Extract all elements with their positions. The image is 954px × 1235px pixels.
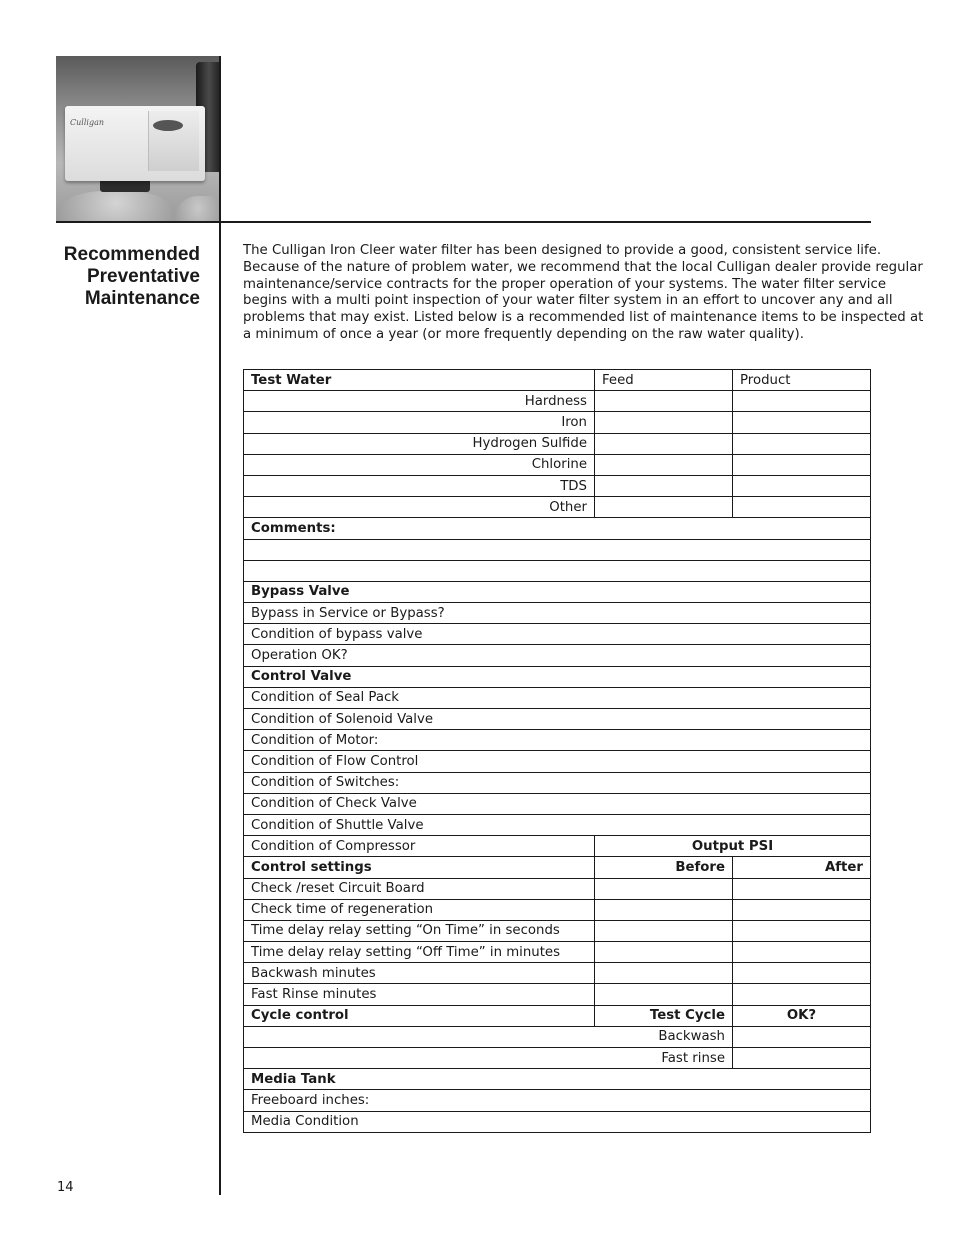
output-psi-header: Output PSI (595, 836, 871, 857)
before-field[interactable] (595, 899, 733, 920)
table-row (244, 603, 871, 624)
vertical-rule (219, 56, 221, 1195)
feed-field[interactable] (595, 433, 733, 454)
checklist-item[interactable]: Condition of Motor: (244, 730, 871, 751)
checklist-item[interactable]: Condition of Check Valve (244, 793, 871, 814)
settings-label: Fast Rinse minutes (244, 984, 595, 1005)
after-field[interactable] (733, 878, 871, 899)
cycle-label: Fast rinse (244, 1048, 733, 1069)
table-row (244, 772, 871, 793)
after-field[interactable] (733, 963, 871, 984)
feed-column-header: Feed (595, 370, 733, 391)
checklist-item[interactable]: Condition of Shuttle Valve (244, 814, 871, 835)
media-tank-header: Media Tank (244, 1069, 871, 1090)
table-row (244, 984, 871, 1005)
table-row (244, 963, 871, 984)
product-field[interactable] (733, 412, 871, 433)
table-row (244, 1090, 871, 1111)
table-row (244, 560, 871, 581)
checklist-item[interactable]: Condition of Solenoid Valve (244, 709, 871, 730)
intro-line: Because of the nature of problem water, we recommend that the local Culligan dealer provide regular (243, 259, 923, 275)
table-row (244, 581, 871, 602)
section-heading (0, 244, 200, 310)
table-row (244, 920, 871, 941)
table-row (244, 751, 871, 772)
control-settings-header: Control settings (244, 857, 595, 878)
ok-field[interactable] (733, 1048, 871, 1069)
cycle-label: Backwash (244, 1026, 733, 1047)
intro-line: begins with a multi point inspection of your water filter system in an effort to uncover any and all (243, 293, 893, 309)
table-row (244, 370, 871, 391)
intro-line: problems that may exist. Listed below is a recommended list of maintenance items to be inspected at (243, 310, 924, 326)
table-row (244, 1026, 871, 1047)
compressor-label: Condition of Compressor (244, 836, 595, 857)
test-label: TDS (244, 475, 595, 496)
before-field[interactable] (595, 963, 733, 984)
table-row (244, 1005, 871, 1026)
comments-label: Comments: (244, 518, 871, 539)
product-field[interactable] (733, 433, 871, 454)
product-field[interactable] (733, 475, 871, 496)
settings-label: Backwash minutes (244, 963, 595, 984)
table-row (244, 645, 871, 666)
table-row (244, 1048, 871, 1069)
table-row (244, 539, 871, 560)
checklist-item[interactable]: Freeboard inches: (244, 1090, 871, 1111)
heading-line: Recommended (63, 244, 200, 265)
table-row (244, 412, 871, 433)
after-field[interactable] (733, 899, 871, 920)
table-row (244, 878, 871, 899)
feed-field[interactable] (595, 454, 733, 475)
settings-label: Time delay relay setting “Off Time” in minutes (244, 942, 595, 963)
product-field[interactable] (733, 497, 871, 518)
checklist-item[interactable]: Condition of bypass valve (244, 624, 871, 645)
checklist-item[interactable]: Media Condition (244, 1111, 871, 1132)
test-label: Hardness (244, 391, 595, 412)
before-field[interactable] (595, 878, 733, 899)
settings-label: Time delay relay setting “On Time” in seconds (244, 920, 595, 941)
comments-field[interactable] (244, 539, 871, 560)
table-row (244, 814, 871, 835)
table-row (244, 899, 871, 920)
after-column-header: After (733, 857, 871, 878)
display-window (153, 120, 183, 131)
checklist-item[interactable]: Bypass in Service or Bypass? (244, 603, 871, 624)
table-row (244, 454, 871, 475)
after-field[interactable] (733, 942, 871, 963)
checklist-item[interactable]: Condition of Flow Control (244, 751, 871, 772)
before-field[interactable] (595, 984, 733, 1005)
table-row (244, 666, 871, 687)
tank-shape-secondary (174, 196, 219, 221)
table-row (244, 687, 871, 708)
tank-shape (56, 191, 176, 221)
comments-field[interactable] (244, 560, 871, 581)
checklist-item[interactable]: Condition of Seal Pack (244, 687, 871, 708)
before-field[interactable] (595, 942, 733, 963)
test-cycle-column-header: Test Cycle (595, 1005, 733, 1026)
table-row (244, 1069, 871, 1090)
ok-field[interactable] (733, 1026, 871, 1047)
test-label: Other (244, 497, 595, 518)
test-label: Iron (244, 412, 595, 433)
after-field[interactable] (733, 920, 871, 941)
test-label: Hydrogen Sulfide (244, 433, 595, 454)
table-row (244, 497, 871, 518)
intro-line: a minimum of once a year (or more frequently depending on the raw water quality). (243, 326, 804, 342)
bypass-valve-header: Bypass Valve (244, 581, 871, 602)
water-softener-photo (56, 56, 219, 221)
table-row (244, 624, 871, 645)
table-row (244, 730, 871, 751)
table-row (244, 518, 871, 539)
feed-field[interactable] (595, 475, 733, 496)
settings-label: Check time of regeneration (244, 899, 595, 920)
feed-field[interactable] (595, 497, 733, 518)
test-water-header: Test Water (244, 370, 595, 391)
before-column-header: Before (595, 857, 733, 878)
intro-line: maintenance/service contracts for the proper operation of your systems. The water filter service (243, 276, 886, 292)
table-row (244, 1111, 871, 1132)
table-row (244, 709, 871, 730)
feed-field[interactable] (595, 412, 733, 433)
ok-column-header: OK? (733, 1005, 871, 1026)
feed-field[interactable] (595, 391, 733, 412)
horizontal-rule (56, 221, 871, 223)
cycle-control-header: Cycle control (244, 1005, 595, 1026)
table-row (244, 475, 871, 496)
before-field[interactable] (595, 920, 733, 941)
product-field[interactable] (733, 391, 871, 412)
after-field[interactable] (733, 984, 871, 1005)
test-label: Chlorine (244, 454, 595, 475)
product-column-header: Product (733, 370, 871, 391)
table-row (244, 836, 871, 857)
table-row (244, 942, 871, 963)
checklist-item[interactable]: Operation OK? (244, 645, 871, 666)
intro-paragraph (243, 243, 924, 344)
intro-line: The Culligan Iron Cleer water filter has been designed to provide a good, consistent service life. (243, 243, 882, 258)
table-row (244, 857, 871, 878)
page-number: 14 (57, 1180, 74, 1195)
product-field[interactable] (733, 454, 871, 475)
checklist-item[interactable]: Condition of Switches: (244, 772, 871, 793)
control-valve-header: Control Valve (244, 666, 871, 687)
table-row (244, 433, 871, 454)
heading-line: Preventative (86, 266, 200, 287)
settings-label: Check /reset Circuit Board (244, 878, 595, 899)
photo-brand-logo: Culligan (70, 118, 104, 127)
maintenance-checklist-table (243, 369, 871, 1133)
table-row (244, 793, 871, 814)
table-row (244, 391, 871, 412)
heading-line: Maintenance (84, 288, 200, 309)
